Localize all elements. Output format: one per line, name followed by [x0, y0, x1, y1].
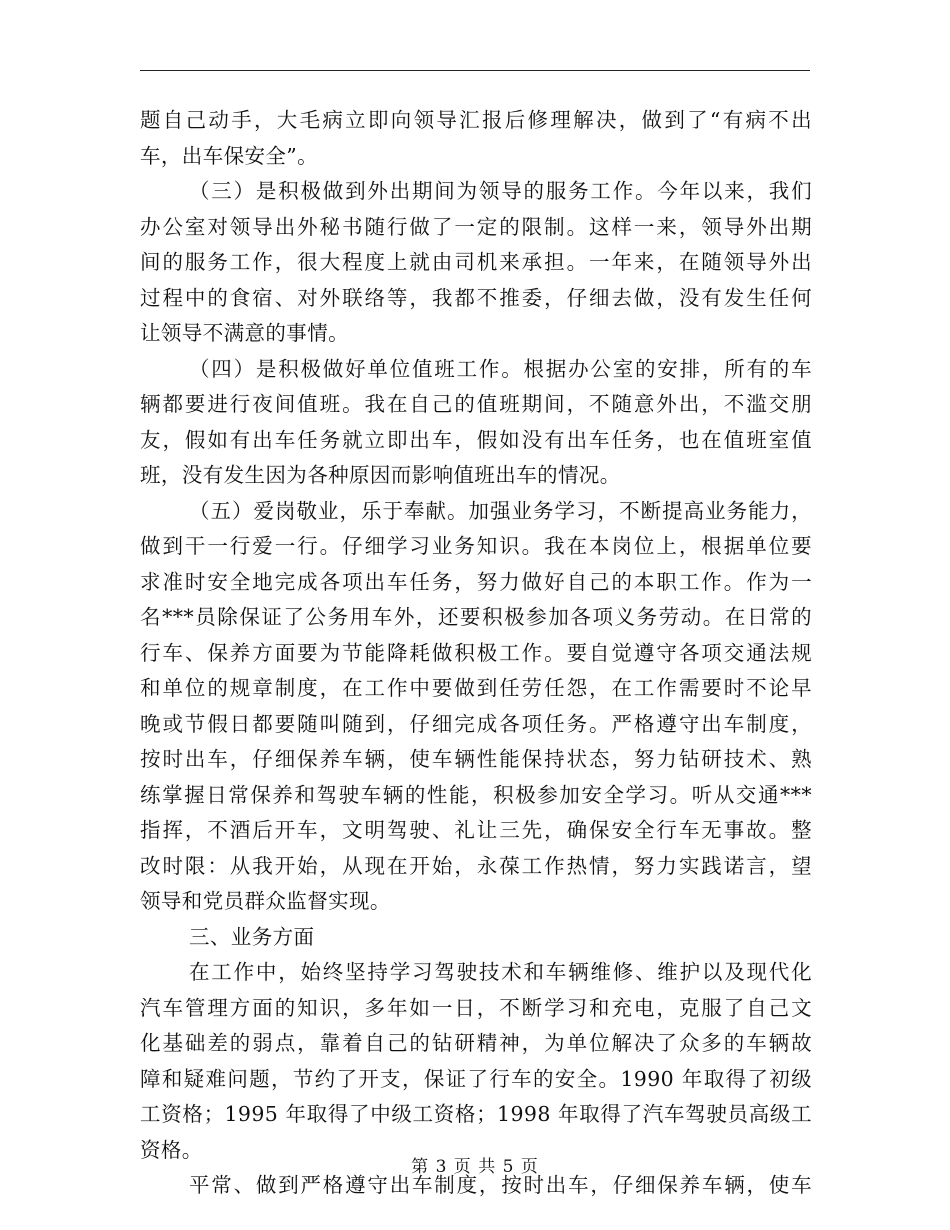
document-body — [140, 103, 812, 1204]
paragraph-start-line: （三）是积极做到外出期间为领导的服务工作。今年以来，我们 — [189, 179, 812, 203]
text-line: 指挥，不酒后开车，文明驾驶、礼让三先，确保安全行车无事故。整 — [140, 818, 812, 842]
text-line: 化基础差的弱点，靠着自己的钻研精神，为单位解决了众多的车辆故 — [140, 1031, 812, 1055]
text-line: 晚或节假日都要随叫随到，仔细完成各项任务。严格遵守出车制度， — [140, 711, 812, 736]
text-line: 做到干一行爱一行。仔细学习业务知识。我在本岗位上，根据单位要 — [140, 534, 812, 558]
text-line: 行车、保养方面要为节能降耗做积极工作。要自觉遵守各项交通法规 — [140, 640, 812, 665]
text-line: 和单位的规章制度，在工作中要做到任劳任怨，在工作需要时不论早 — [140, 676, 812, 700]
text-line: 友，假如有出车任务就立即出车，假如没有出车任务，也在值班室值 — [140, 427, 812, 452]
text-line: 过程中的食宿、对外联络等，我都不推委，仔细去做，没有发生任何 — [140, 285, 812, 310]
text-line: 名***员除保证了公务用车外，还要积极参加各项义务劳动。在日常的 — [140, 605, 812, 629]
paragraph-start-line: 在工作中，始终坚持学习驾驶技术和车辆维修、维护以及现代化 — [189, 960, 812, 984]
text-line: 辆都要进行夜间值班。我在自己的值班期间，不随意外出，不滥交朋 — [140, 392, 812, 416]
text-line: 练掌握日常保养和驾驶车辆的性能，积极参加安全学习。听从交通*** — [140, 782, 812, 807]
text-line: 资格。 — [140, 1137, 203, 1162]
text-line: 车，出车保安全”。 — [140, 143, 319, 168]
header-rule — [140, 70, 810, 71]
text-line: 办公室对领导出外秘书随行做了一定的限制。这样一来，领导外出期 — [140, 214, 812, 239]
text-line: 按时出车，仔细保养车辆，使车辆性能保持状态，努力钻研技术、熟 — [140, 747, 812, 771]
text-line: 题自己动手，大毛病立即向领导汇报后修理解决，做到了“有病不出 — [140, 108, 812, 132]
page-number: 第 3 页 共 5 页 — [411, 1157, 539, 1177]
text-line: 间的服务工作，很大程度上就由司机来承担。一年来，在随领导外出 — [140, 250, 812, 274]
text-line: 改时限：从我开始，从现在开始，永葆工作热情，努力实践诺言，望 — [140, 853, 812, 878]
paragraph-start-line: （五）爱岗敬业，乐于奉献。加强业务学习，不断提高业务能力， — [189, 498, 812, 523]
text-line: 求准时安全地完成各项出车任务，努力做好自己的本职工作。作为一 — [140, 569, 812, 594]
section-heading: 三、业务方面 — [189, 924, 315, 949]
text-line: 汽车管理方面的知识，多年如一日，不断学习和充电，克服了自己文 — [140, 995, 812, 1020]
text-line: 工资格；1995 年取得了中级工资格；1998 年取得了汽车驾驶员高级工 — [140, 1102, 812, 1126]
paragraph-start-line: （四）是积极做好单位值班工作。根据办公室的安排，所有的车 — [189, 356, 812, 381]
text-line: 障和疑难问题，节约了开支，保证了行车的安全。1990 年取得了初级 — [140, 1066, 812, 1091]
text-line: 领导和党员群众监督实现。 — [140, 889, 391, 913]
paragraph-start-line: 平常、做到严格遵守出车制度，按时出车，仔细保养车辆，使车 — [189, 1173, 812, 1197]
text-line: 让领导不满意的事情。 — [140, 321, 349, 345]
text-line: 班，没有发生因为各种原因而影响值班出车的情况。 — [140, 463, 621, 487]
